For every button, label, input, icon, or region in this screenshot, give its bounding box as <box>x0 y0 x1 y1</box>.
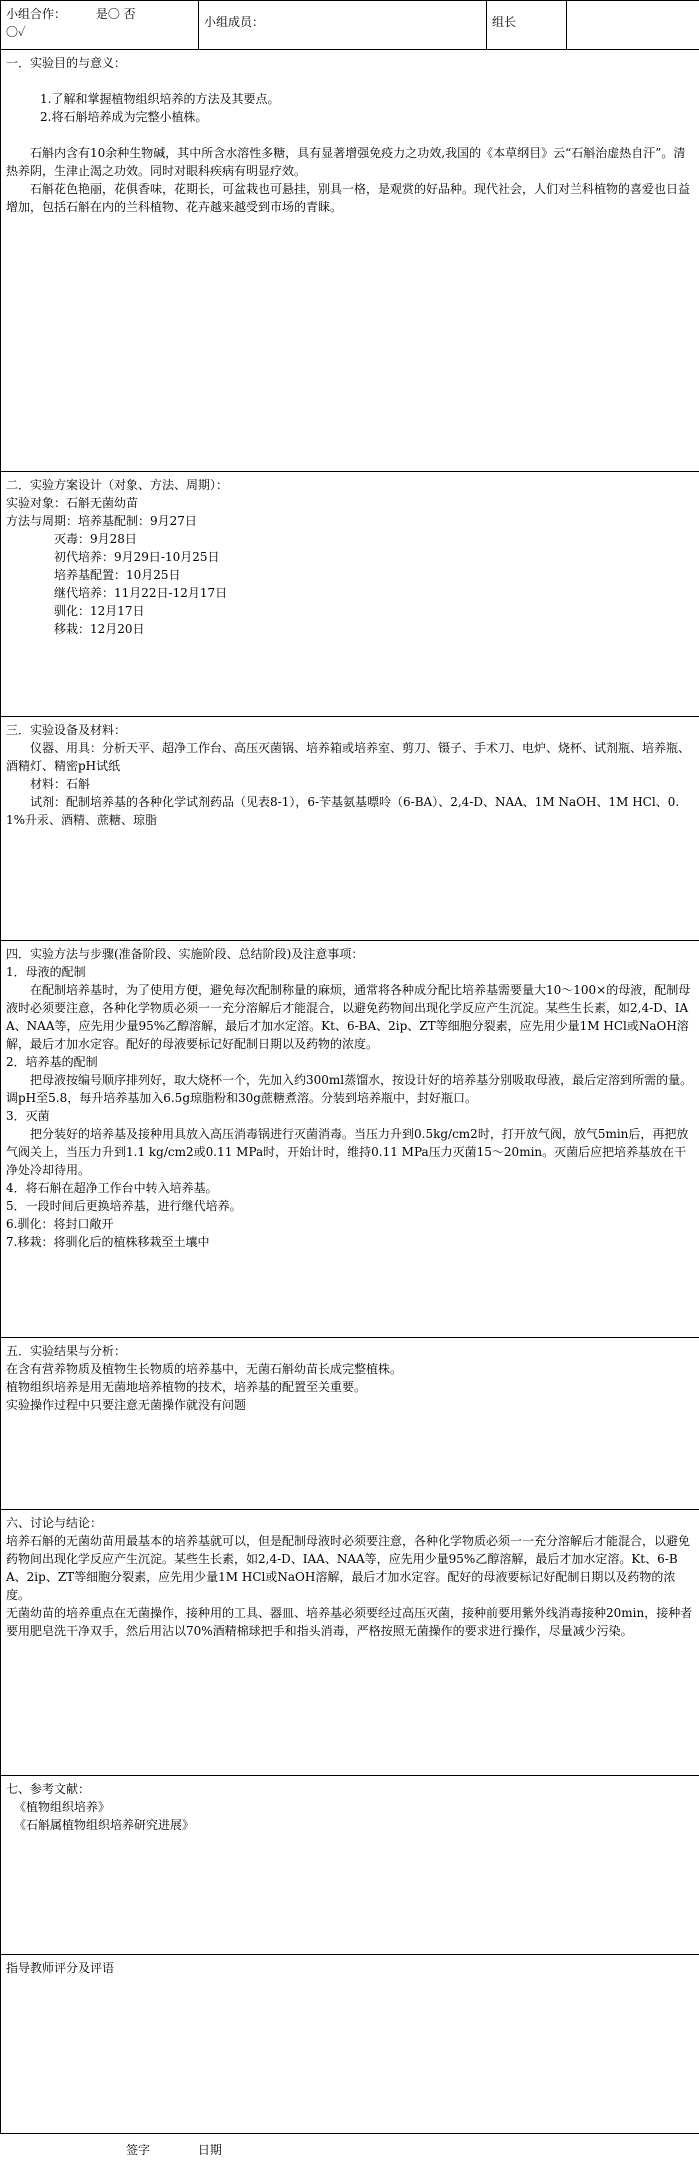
materials-text: 材料：石斛 <box>30 777 91 791</box>
step-line: 5．一段时间后更换培养基，进行继代培养。 <box>6 1199 242 1213</box>
date-label: 日期 <box>197 2143 222 2157</box>
aim-item: 2.将石斛培养成为完整小植株。 <box>40 110 208 124</box>
result-line: 实验操作过程中只要注意无菌操作就没有问题 <box>6 1398 247 1412</box>
discussion-paragraph: 培养石斛的无菌幼苗用最基本的培养基就可以，但是配制母液时必须要注意，各种化学物质必须一一充分溶解后才能混合，以避免药物间出现化学反应产生沉淀。某些生长素，如2,4-D、IAA、NAA等，应先用少量95%乙醇溶解，最后才加水定溶。Kt、6-BA、2ip、ZT等细胞分裂素，应先用少量1M HCl或NaOH溶解，最后才加水定容。配好的母液要标记好配制日期以及药物的浓度。 <box>6 1534 691 1602</box>
intro-paragraph: 石斛花色艳丽，花俱香味，花期长，可盆栽也可悬挂，别具一格，是观赏的好品种。现代社会，人们对兰科植物的喜爱也日益增加，包括石斛在内的兰科植物、花卉越来越受到市场的青睐。 <box>6 182 691 214</box>
leader-label: 组长 <box>492 15 517 29</box>
intro-paragraph: 石斛内含有10余种生物碱，其中所含水溶性多糖，具有显著增强免疫力之功效,我国的《本草纲目》云“石斛治虚热自汗”。清热养阴，生津止渴之功效。同时对眼科疾病有明显疗效。 <box>6 146 686 178</box>
reference-item: 《石斛属植物组织培养研究进展》 <box>14 1818 195 1832</box>
section-discussion <box>1 1510 699 1776</box>
leader-label-cell <box>487 1 567 50</box>
section8-title: 指导教师评分及评语 <box>6 1961 115 1975</box>
members-cell <box>199 1 487 50</box>
signature-line <box>126 2141 266 2158</box>
step-line: 4．将石斛在超净工作台中转入培养基。 <box>6 1181 218 1195</box>
header-row <box>1 1 699 50</box>
cooperation-options: 是〇 否 <box>95 7 136 21</box>
members-label: 小组成员： <box>204 15 265 29</box>
schedule-lead: 方法与周期：培养基配制：9月27日 <box>6 514 197 528</box>
section-methods <box>1 941 699 1338</box>
schedule-item: 驯化：12月17日 <box>54 604 145 618</box>
cooperation-label: 小组合作： <box>6 7 67 21</box>
aim-item: 1.了解和掌握植物组织培养的方法及其要点。 <box>40 92 280 106</box>
section-aims <box>1 50 699 472</box>
section-references <box>1 1776 699 1955</box>
sign-label: 签字 <box>126 2143 151 2157</box>
section5-title: 五．实验结果与分析： <box>6 1344 127 1358</box>
section-evaluation <box>1 1955 699 2134</box>
section6-title: 六、讨论与结论： <box>6 1516 103 1530</box>
schedule-item: 灭毒：9月28日 <box>54 532 137 546</box>
step-heading: 1．母液的配制 <box>6 965 86 979</box>
section1-title: 一．实验目的与意义： <box>6 56 127 70</box>
discussion-paragraph: 无菌幼苗的培养重点在无菌操作，接种用的工具、器皿、培养基必须要经过高压灭菌，接种前要用紫外线消毒接种20min，接种者要用肥皂洗干净双手，然后用沾以70%酒精棉球把手和指头消毒，严格按照无菌操作的要求进行操作，尽量减少污染。 <box>6 1606 693 1638</box>
step-body: 把分装好的培养基及接种用具放入高压消毒锅进行灭菌消毒。当压力升到0.5kg/cm2时，打开放气阀，放气5min后，再把放气阀关上，当压力升到1.1 kg/cm2或0.11 MPa时，开始计时，维持0.11 MPa压力灭菌15～20min。灭菌后应把培养基放在干净处冷却待用。 <box>6 1127 689 1177</box>
instruments-text: 仪器、用具：分析天平、超净工作台、高压灭菌锅、培养箱或培养室、剪刀、镊子、手术刀、电炉、烧杯、试剂瓶、培养瓶、酒精灯、精密pH试纸 <box>6 741 691 773</box>
section-plan <box>1 472 699 717</box>
experiment-object: 实验对象：石斛无菌幼苗 <box>6 496 139 510</box>
step-heading: 2．培养基的配制 <box>6 1055 98 1069</box>
schedule-item: 培养基配置：10月25日 <box>54 568 181 582</box>
section-equipment <box>1 717 699 941</box>
section4-title: 四．实验方法与步骤(准备阶段、实施阶段、总结阶段)及注意事项： <box>6 947 364 961</box>
leader-value-cell <box>567 1 699 50</box>
step-body: 在配制培养基时，为了使用方便，避免每次配制称量的麻烦，通常将各种成分配比培养基需要量大10～100×的母液，配制母液时必须要注意，各种化学物质必须一一充分溶解后才能混合，以避免药物间出现化学反应产生沉淀。某些生长素，如2,4-D、IAA、NAA等，应先用少量95%乙醇溶解，最后才加水定溶。Kt、6-BA、2ip、ZT等细胞分裂素，应先用少量1M HCl或NaOH溶解，最后才加水定容。配好的母液要标记好配制日期以及药物的浓度。 <box>6 983 691 1051</box>
section3-title: 三．实验设备及材料： <box>6 723 127 737</box>
reference-item: 《植物组织培养》 <box>14 1800 111 1814</box>
schedule-item: 继代培养：11月22日-12月17日 <box>54 586 228 600</box>
step-heading: 3．灭菌 <box>6 1109 50 1123</box>
cooperation-cell <box>1 1 199 50</box>
result-line: 在含有营养物质及植物生长物质的培养基中，无菌石斛幼苗长成完整植株。 <box>6 1362 403 1376</box>
schedule-item: 移栽：12月20日 <box>54 622 145 636</box>
step-line: 7.移栽：将驯化后的植株移栽至土壤中 <box>6 1235 210 1249</box>
result-line: 植物组织培养是用无菌地培养植物的技术，培养基的配置至关重要。 <box>6 1380 367 1394</box>
section7-title: 七、参考文献： <box>6 1782 91 1796</box>
cooperation-mark: 〇✓ <box>6 25 26 39</box>
step-line: 6.驯化：将封口敞开 <box>6 1217 114 1231</box>
step-body: 把母液按编号顺序排列好，取大烧杯一个，先加入约300ml蒸馏水，按设计好的培养基分别吸取母液，最后定溶到所需的量。调pH至5.8，每升培养基加入6.5g琼脂粉和30g蔗糖煮溶。分装到培养瓶中，封好瓶口。 <box>6 1073 693 1105</box>
reagents-text: 试剂：配制培养基的各种化学试剂药品（见表8-1），6-苄基氨基嘌呤（6-BA）、2,4-D、NAA、1M NaOH、1M HCl、0.1%升汞、酒精、蔗糖、琼脂 <box>6 795 680 827</box>
section-results <box>1 1338 699 1510</box>
section2-title: 二．实验方案设计（对象、方法、周期）： <box>6 478 229 492</box>
schedule-item: 初代培养：9月29日-10月25日 <box>54 550 220 564</box>
